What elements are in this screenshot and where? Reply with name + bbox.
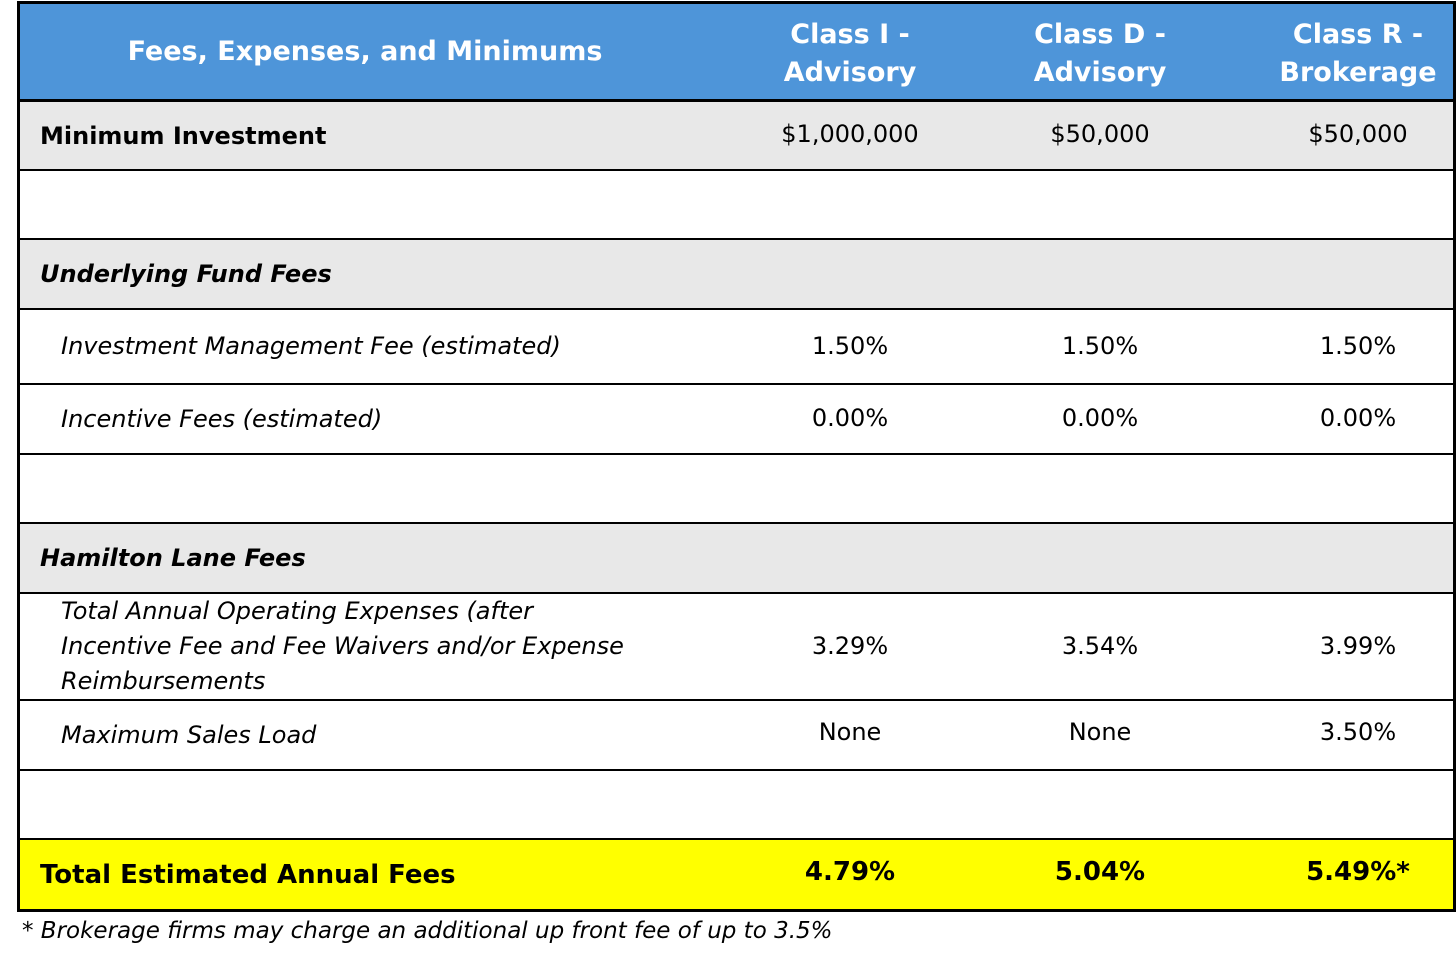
header-class-i-line1: Class I - (790, 19, 910, 50)
investment-management-fee-class-r: 1.50% (1319, 332, 1397, 360)
spacer-row (20, 171, 1453, 240)
row-underlying-fund-fees (20, 240, 1453, 310)
header-class-d-line1: Class D - (1034, 19, 1166, 50)
total-operating-expenses-label-line2: Incentive Fee and Fee Waivers and/or Expense (61, 632, 624, 660)
row-minimum-investment (20, 102, 1453, 171)
incentive-fees-class-i: 0.00% (811, 404, 889, 432)
fees-table (17, 1, 1456, 912)
minimum-investment-class-i: $1,000,000 (781, 120, 919, 148)
investment-management-fee-class-d: 1.50% (1061, 332, 1139, 360)
table-header (20, 4, 1453, 102)
spacer-row (20, 771, 1453, 840)
header-class-i (720, 16, 980, 92)
incentive-fees-class-d: 0.00% (1061, 404, 1139, 432)
header-class-r-line1: Class R - (1292, 19, 1424, 50)
header-class-r-line2: Brokerage (1279, 57, 1437, 88)
hamilton-lane-fees-label: Hamilton Lane Fees (40, 544, 306, 572)
row-total-operating-expenses (20, 594, 1453, 701)
incentive-fees-class-r: 0.00% (1319, 404, 1397, 432)
row-investment-management-fee (20, 310, 1453, 385)
header-class-i-line2: Advisory (783, 57, 917, 88)
total-operating-expenses-class-r: 3.99% (1319, 632, 1397, 660)
header-class-d (970, 16, 1230, 92)
investment-management-fee-label: Investment Management Fee (estimated) (61, 332, 561, 360)
incentive-fees-label: Incentive Fees (estimated) (61, 404, 383, 433)
row-total-estimated-annual-fees (20, 840, 1453, 909)
total-estimated-annual-fees-label: Total Estimated Annual Fees (40, 859, 456, 890)
total-estimated-annual-fees-class-d: 5.04% (1054, 857, 1146, 887)
total-operating-expenses-label (20, 594, 734, 699)
total-operating-expenses-label-line3: Reimbursements (61, 667, 266, 695)
total-operating-expenses-label-line1: Total Annual Operating Expenses (after (61, 597, 534, 625)
maximum-sales-load-label: Maximum Sales Load (61, 720, 317, 749)
underlying-fund-fees-label: Underlying Fund Fees (40, 260, 332, 288)
row-maximum-sales-load (20, 701, 1453, 771)
total-operating-expenses-class-i: 3.29% (811, 632, 889, 660)
header-class-d-line2: Advisory (1033, 57, 1167, 88)
total-estimated-annual-fees-class-r: 5.49%* (1306, 857, 1410, 887)
minimum-investment-class-d: $50,000 (1050, 120, 1150, 148)
header-class-r (1228, 16, 1456, 92)
footnote: * Brokerage firms may charge an additional up front fee of up to 3.5% (22, 918, 833, 944)
minimum-investment-class-r: $50,000 (1308, 120, 1408, 148)
spacer-row (20, 455, 1453, 524)
header-title: Fees, Expenses, and Minimums (127, 35, 603, 67)
row-incentive-fees (20, 385, 1453, 455)
investment-management-fee-class-i: 1.50% (811, 332, 889, 360)
maximum-sales-load-class-r: 3.50% (1319, 718, 1397, 746)
row-hamilton-lane-fees (20, 524, 1453, 594)
maximum-sales-load-class-d: None (1068, 718, 1132, 746)
minimum-investment-label: Minimum Investment (40, 121, 327, 150)
total-estimated-annual-fees-class-i: 4.79% (804, 857, 896, 887)
total-operating-expenses-class-d: 3.54% (1061, 632, 1139, 660)
maximum-sales-load-class-i: None (818, 718, 882, 746)
